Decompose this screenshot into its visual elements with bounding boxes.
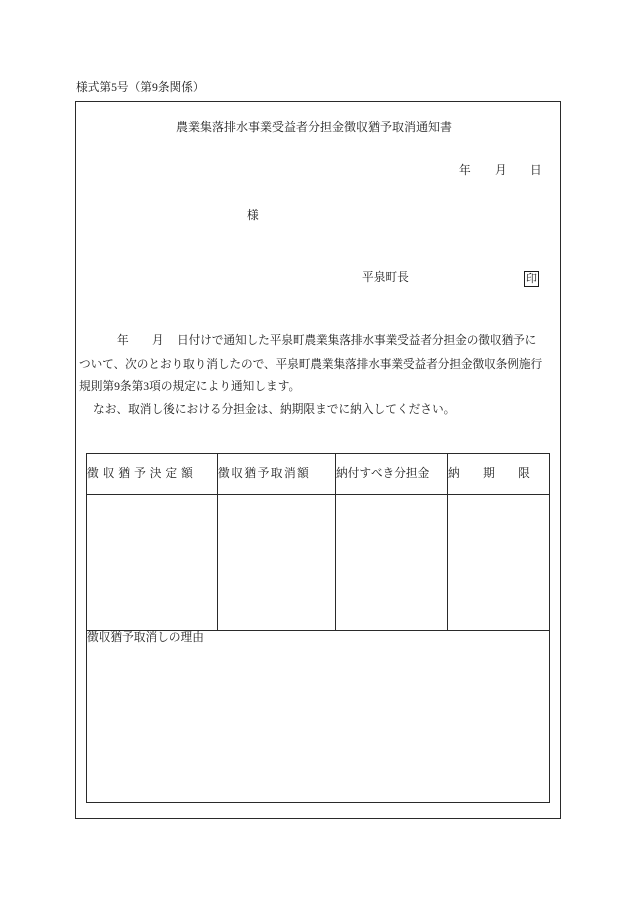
date-year-label: 年: [459, 164, 471, 177]
header-cell-deferred-amount: [87, 454, 218, 495]
body-line1-text: 日付けで通知した平泉町農業集落排水事業受益者分担金の徴収猶予に: [177, 334, 537, 347]
reason-cell: [87, 631, 550, 803]
header-deferred-amount: 徴収猶予決定額: [87, 467, 197, 480]
body-line1-month: 月: [152, 334, 164, 347]
cancellation-table: [86, 453, 550, 803]
deferred-amount-cell: [87, 495, 218, 631]
addressee-suffix: 様: [247, 209, 259, 222]
page-title: 農業集落排水事業受益者分担金徴収猶予取消通知書: [176, 120, 453, 134]
header-cell-due-date: [448, 454, 550, 495]
body-line1-year: 年: [117, 334, 129, 347]
body-line4-text: なお、取消し後における分担金は、納期限までに納入してください。: [93, 403, 456, 416]
table-header-row: [87, 454, 550, 495]
body-line3-text: 規則第9条第3項の規定により通知します。: [79, 380, 301, 393]
header-cell-payable-amount: [336, 454, 448, 495]
due-date-cell: [448, 495, 550, 631]
reason-row: [87, 631, 550, 803]
date-month-label: 月: [495, 164, 507, 177]
seal-mark: 印: [526, 273, 537, 285]
header-cancelled-amount: 徴収猶予取消額: [218, 467, 311, 480]
header-due-date: 納 期 限: [448, 467, 530, 480]
header-cell-cancelled-amount: [218, 454, 336, 495]
date-day-label: 日: [530, 164, 542, 177]
table-row: [87, 495, 550, 631]
cancelled-amount-cell: [218, 495, 336, 631]
header-payable-amount: 納付すべき分担金: [336, 467, 430, 480]
payable-amount-cell: [336, 495, 448, 631]
form-number: 様式第5号（第9条関係）: [76, 81, 205, 94]
reason-label: 徴収猶予取消しの理由: [87, 631, 204, 644]
sender-name: 平泉町長: [362, 271, 409, 284]
body-line2-text: ついて、次のとおり取り消したので、平泉町農業集落排水事業受益者分担金徴収条例施行: [79, 358, 543, 371]
